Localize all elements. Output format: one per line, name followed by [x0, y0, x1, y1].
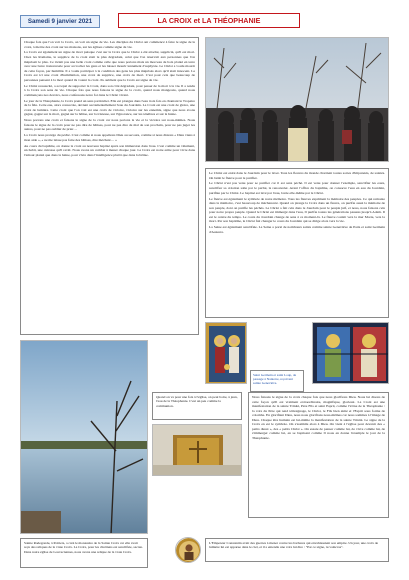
- paragraph: La Seine est également sanctifiée. La Seine a porté de nombreux saints comme sainte Geneviève de Paris et saint Germain d'Auxerre.: [209, 225, 385, 234]
- left-text-block: [20, 37, 199, 335]
- icon-painting: [206, 323, 247, 384]
- paragraph: Nous portons une croix et faisons le signe de la croix car nous portons la vie et la victoire sur nous-mêmes. Nous faisons le signe de la croix pour ne pas dire de bêtises, pour ne pas dire de mal de son prochain, pour ne pas juger les autres, pour ne pas oublier de prier…: [24, 118, 195, 132]
- constantin-caption: L'Empereur Constantin avait des guerres à mener contre les barbares qui envahissaient son empire. Un jour, une croix de lumière lui est apparue dans le ciel, et il a entendu une voix lui dire : "Par ce signe, tu vaincras".: [205, 538, 389, 562]
- paragraph: Au cours du baptême, on donne la croix au nouveau baptisé après son immersion dans l'eau. C'est comme un vêtement, un habit, une cuirasse qu'il revêt. Nous avons un combat à mener chaque jour. La Croix est notre arme pour vivre dans l'amour planté que dans la haine, pour vivre dans l'intelligence plutôt que dans la bêtise.: [24, 143, 195, 157]
- gospel-caption: Quand on va pour une fois à l'église, on peut boire, à jeun, l'eau de la Théophanie. C'est un peu comme la communion.: [152, 392, 242, 420]
- paragraph: Chaque fois que l'on voit la Croix, on voit un signe de vie. Les disciples du Christ ont commencé à faire le signe de la croix, à mettre des croix sur les maisons, sur les églises comme signe de vie.: [24, 40, 195, 49]
- page-title: LA CROIX et LA THÉOPHANIE: [118, 13, 300, 28]
- trinity-text-block: [248, 392, 389, 518]
- saints-icon-image: [205, 322, 247, 384]
- paragraph: Le fleuve est également le symbole de notre mémoire. Tous les fleuves expriment la mémoire des peuples. Ce qui remonte dans la mémoire, c'est beaucoup de méchanceté. Quand on plonge la Croix dans un fleuve, on purifie aussi la mémoire de son peuple, dont on purifie les péchés. Le Christ a fait cela dans le Jourdain pour le peuple juif, et nous, nous faisons cela pour notre propre peuple. Quand le Christ est immergé dans l'eau, Il purifie toutes les générations passées jusqu'à Adam. Il est le centre du temps. Le cours du Jourdain change de sens à ce moment-là. Le fleuve coulait vers la mer Morte, vers la mort. Par son baptême, le Christ fait changer le cours du Jourdain qui se dirige alors vers la vie.: [209, 196, 385, 224]
- date-label: Samedi 9 janvier 2021: [20, 15, 100, 28]
- constantin-medallion: [175, 537, 201, 563]
- paragraph: Le Christ n'est pas venu pour se purifier car il est sans péché. Il est venu pour donner l'exemple, sanctifier les eaux, sanctifier sa création salie par le péché, la renouveler. Avant l'office du baptême, on consacre l'eau en eau du Jourdain, purifiée par le Christ. Le baptisé est lavé par l'eau, lavée elle-même par le Christ.: [209, 181, 385, 195]
- paragraph: Le jour de la Théophanie, la Croix prend un sens particulier. Elle est plongée dans l'eau trois fois en chantant le Tropaire de la fête. Cette eau, alors consacrée, devient sacramentellement l'eau du Jourdain. La Croix est une croix de gloire, une croix de lumière. Cette croix que l'on voit est une croix de victoire, victoire sur les ennemis, signe que nous avons gagné, gagné sur la mort, gagné sur la bêtise, sur la tristesse, sur l'ignorance, sur les ténèbres et sur la haine.: [24, 98, 195, 117]
- saints-caption: Saint Germain et saint Loup, de passage à Nanterre, reçoivent sainte Geneviève.: [250, 370, 304, 392]
- paragraph: Le Christ ressuscité, a accepté de supporter la Croix, dans son côté dégradant, pour passer de la mort à la vie. Il a rendu à la Croix son sens de vie. Chaque fois que nous faisons le signe de la croix, quand nous mangeons, quand nous commençons nos devoirs, nous confessons notre foi dans le Christ vivant.: [24, 83, 195, 97]
- constantin-image: [176, 538, 201, 563]
- river-tree-photo: [20, 340, 148, 534]
- paragraph: La Croix est également un signe de mort puisque c'est sur la Croix que le Christ a été attaché, supplicié, qu'il est mort. Chez les Romains, le supplice de la croix était le plus dégradant, celui que l'on réservait aux personnes que l'on méprisait le plus. Ce n'était pas une belle croix comme celle que nous portons mais un morceau de bois planté en terre avec une barre transversale pour accrocher les gens et les laisser mourir lentement d'asphyxie. Le Christ a voulu mourir de cette façon, par humilité. Il a voulu participer à la condition des gens les plus méprisés alors qu'il était innocent. La Croix est ici une croix d'humiliation, une croix de supplice, une croix de mort. C'est pour cela que beaucoup de personnes pensent à la mort quand ils voient la croix. Ils oublient que la Croix est signe de vie.: [24, 50, 195, 82]
- right-text-block: [205, 168, 389, 318]
- river-image: [21, 341, 148, 534]
- radegonde-caption: Sainte Radegonde, à Poitiers, a créé le monastère de la Sainte Croix car elle avait reçu des reliques de la vraie Croix. La Croix, pour les chrétiens est sanctifiée, sacrée. Dans notre église de Louveciennes, nous avons une relique de la vraie Croix.: [20, 538, 148, 568]
- paragraph: Nous faisons le signe de la croix chaque fois que nous glorifions Dieu. Nous lui disons de cette façon qu'Il est vraiment extraordinaire, magnifique, glorieux. La Croix est une manifestation de la sainte Trinité, Père Fils et saint Esprit, comme l'icône de la Théophanie : la voix du Père qui rend témoignage, le Christ, le Fils bien aimé et l'Esprit sous forme de colombe. En glorifiant Dieu, nous nous glorifions nous-mêmes car nous sommes à l'image de Dieu. Chaque être humain est lui-même la manifestation de la sainte Trinité. Le signe de la Croix en est le symbole. On s'assimile alors à Dieu. On vient à l'église pour devenir des « petits dieux », des « petits Christ ». On essaie de penser comme lui, de vivre comme lui, de s'immerger comme lui, en se baptisant comme Il nous en donne l'exemple le jour de la Théophanie.: [252, 395, 385, 440]
- gospel-image: [153, 425, 242, 476]
- stained-glass-image: [313, 323, 389, 384]
- river-crowd-photo: [205, 37, 389, 162]
- gospel-book-photo: [152, 424, 242, 476]
- river-crowd-image: [206, 38, 389, 162]
- paragraph: La Croix nous protège du péché. C'est comme si nous appelions Dieu au secours, comme si nous disions « Dieu viens à mon aide », « ne me laisse pas faire des bêtises, être méchant… »: [24, 133, 195, 142]
- stained-glass-photo: [312, 322, 389, 384]
- paragraph: Le Christ est entré dans le Jourdain pour le laver. Tous les fleuves du monde charrient toutes sortes d'impuretés, de saletés. On bénit le fleuve pour le purifier.: [209, 171, 385, 180]
